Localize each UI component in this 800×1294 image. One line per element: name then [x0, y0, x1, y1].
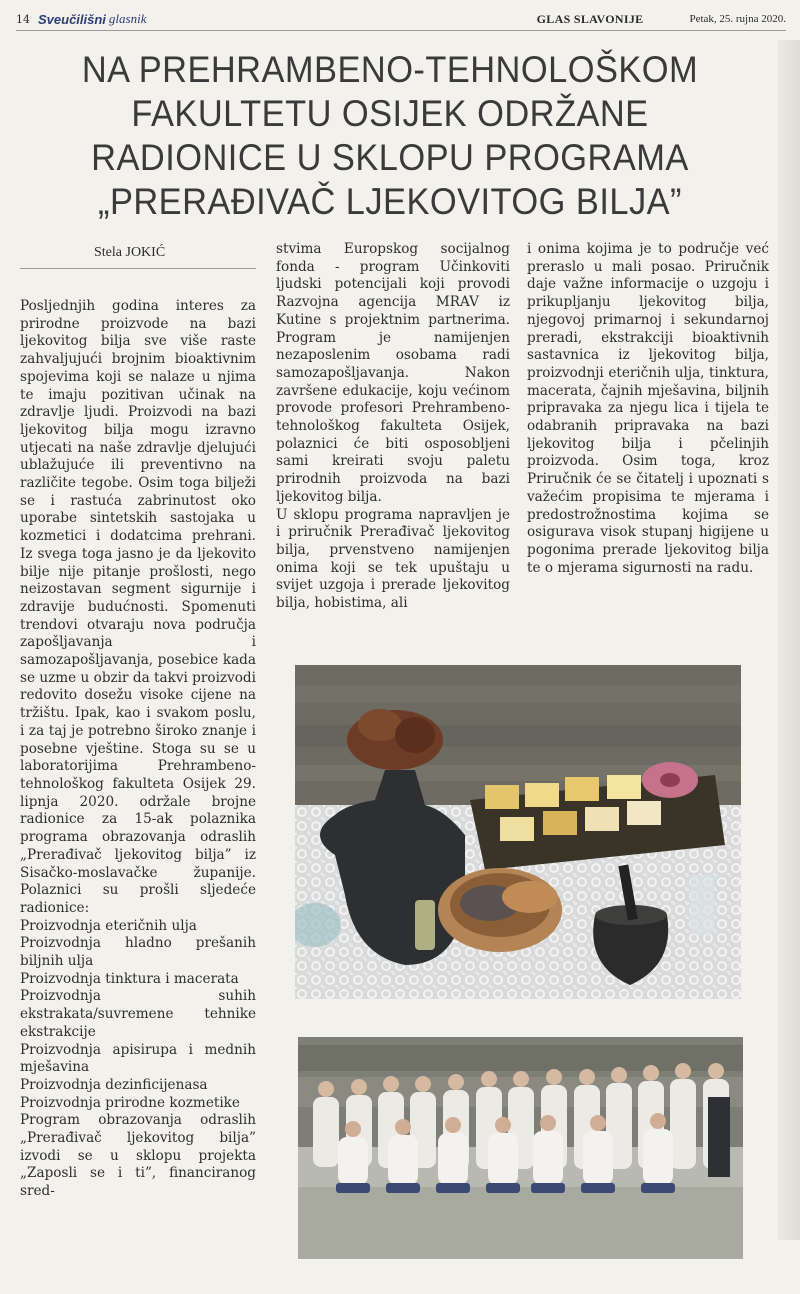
article-column-2: stvima Europskog socijalnog fonda - program Učinkoviti ljudski potencijali koji provodi Razvojna agencija MRAV iz Kutine s projektnim partnerima. Program je namijenjen nezaposlenim osobama radi samozapošljavanja. Nakon završene edukacije, koju većinom provode profesori Prehrambeno-tehnološkog fakulteta Osijek, polaznici će biti osposobljeni sami kreirati svoju paletu prirodnih proizvoda na bazi ljekovitog bilja. U sklopu programa napravljen je i priručnik Prerađivač ljekovitog bilja, prvenstveno namijenjen onima koji se tek upuštaju u svijet uzgoja i prerade ljekovitog bilja, hobistima, ali	[276, 241, 510, 612]
article-column-3: i onima kojima je to područje već preraslo u mali posao. Priručnik daje važne informacije o uzgoju i prikupljanju ljekovitog bilja, njegovoj primarnoj i sekundarnoj preradi, ekstrakciji bioaktivnih sastavnica iz ljekovitog bilja, proizvodnji eteričnih ulja, tinktura, macerata, čajnih mješavina, biljnih pripravaka za njegu lica i tijela te odabranih pripravaka na bazi ljekovitog bilja i pčelinjih proizvoda. Osim toga, kroz Priručnik će se čitatelj i upoznati s važećim propisima te mjerama i predostrožnostima kojima se osigurava visok stupanj higijene u pogonima prerade ljekovitog bilja te o mjerama sigurnosti na radu.	[527, 241, 769, 576]
adjacent-page-edge	[778, 40, 800, 1240]
page-number: 14	[16, 12, 30, 26]
section-name: Sveučilišni	[38, 11, 106, 27]
author-byline: Stela JOKIĆ	[94, 245, 166, 260]
participants-group-photo	[298, 1037, 743, 1259]
newspaper-name: GLAS SLAVONIJE	[536, 11, 644, 26]
article-column-1: Posljednjih godina interes za prirodne proizvode na bazi ljekovitog bilja sve više raste zahvaljujući brojnim bioaktivnim spojevima koji se nalaze u njima te imaju pozitivan učinak na zdravlje ljudi. Proizvodi na bazi ljekovitog bilja mogu izravno utjecati na naše zdravlje djelujući ublažujuće ili preventivno na različite tegobe. Osim toga bilježi se i rastuća zabrinutost oko uporabe sintetskih sastojaka u kozmetici i dodatcima prehrani. Iz svega toga jasno je da ljekovito bilje nije pitanje prošlosti, nego neizostavan segment sigurnije i zdravije budućnosti. Spomenuti trendovi otvaraju nova područja zapošljavanja i samozapošljavanja, posebice kada se uzme u obzir da takvi proizvodi redovito dosežu visoke cijene na tržištu. Ipak, kao i svakom poslu, i za taj je potrebno široko znanje i posebne vještine. Stoga su se u laboratorijima Prehrambeno-tehnološkog fakulteta Osijek 29. lipnja 2020. održale brojne radionice za 15-ak polaznika programa obrazovanja odraslih „Prerađivač ljekovitog bilja” iz Sisačko-moslavačke županije. Polaznici su prošli sljedeće radionice: Proizvodnja eteričnih ulja Proizvodnja hladno prešanih biljnih ulja Proizvodnja tinktura i macerata Proizvodnja suhih ekstrakata/suvremene tehnike ekstrakcije Proizvodnja apisirupa i mednih mješavina Proizvodnja dezinficijenasa Proizvodnja prirodne kozmetike Program obrazovanja odraslih „Prerađivač ljekovitog bilja” izvodi se u sklopu projekta „Zaposli se i ti”, financiranog sred-	[20, 298, 256, 1200]
herbal-products-photo	[295, 665, 741, 999]
page-header	[16, 8, 786, 31]
section-name-italic: glasnik	[108, 11, 147, 26]
byline-divider	[20, 268, 256, 269]
issue-date: Petak, 25. rujna 2020.	[689, 13, 786, 25]
article-title: NA PREHRAMBENO-TEHNOLOŠKOM FAKULTETU OSIJEK ODRŽANE RADIONICE U SKLOPU PROGRAMA „PRERAĐIVAČ LJEKOVITOG BILJA”	[81, 49, 699, 222]
